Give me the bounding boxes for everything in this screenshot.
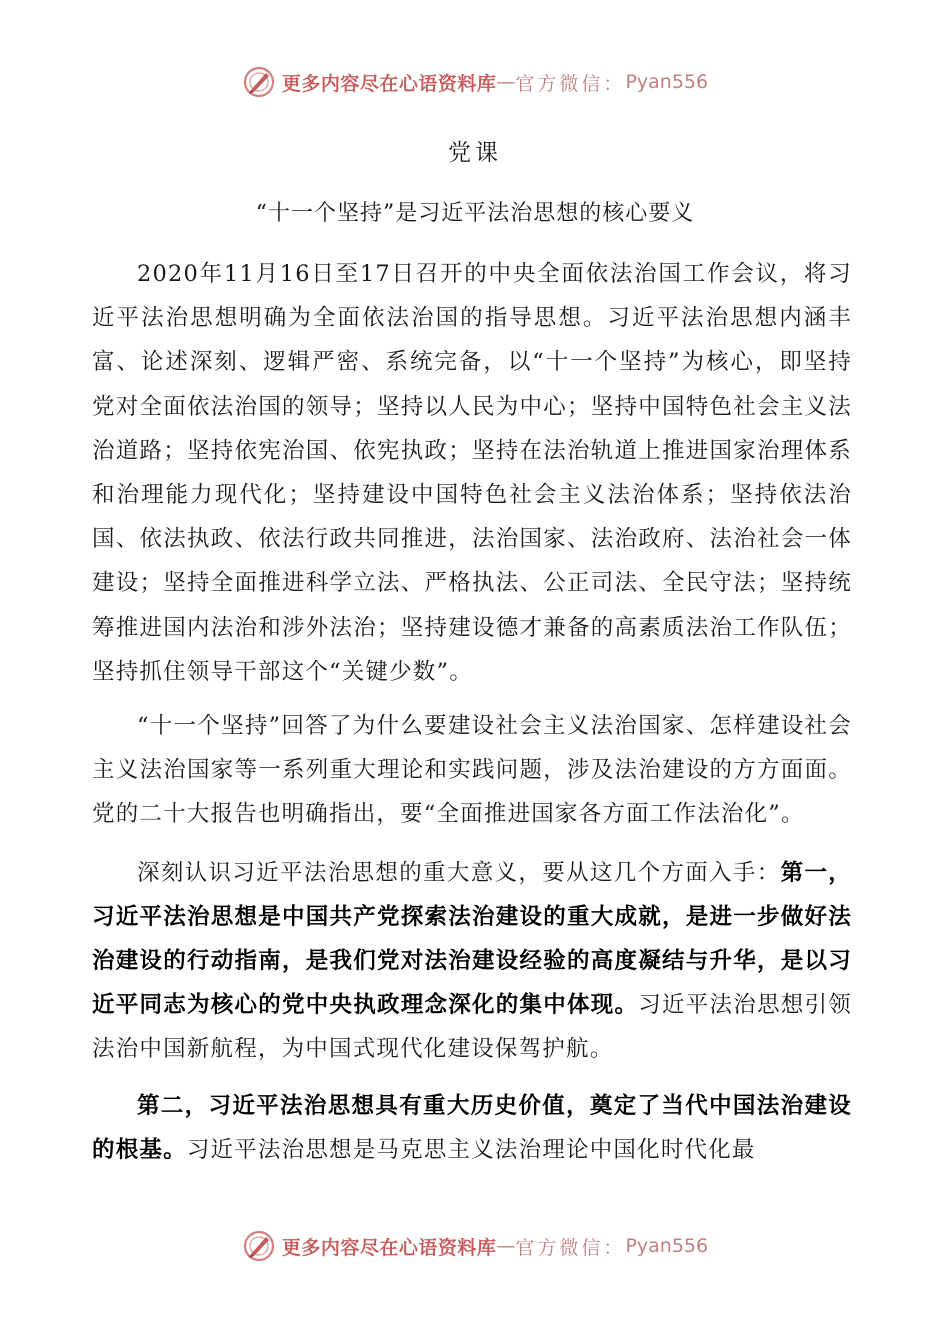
watermark-wechat-label: 官方微信： bbox=[515, 1236, 626, 1259]
paragraph-2: “十一个坚持”回答了为什么要建设社会主义法治国家、怎样建设社会主义法治国家等一系列重大理论和实践问题，涉及法治建设的方方面面。党的二十大报告也明确指出，要“全面推进国家各方面工作法治化”。 bbox=[92, 713, 852, 828]
paragraph-3-rest: 习近平法治思想引领法治中国新航程，为中国式现代化建设保驾护航。 bbox=[92, 992, 852, 1063]
watermark-wechat-id: Pyan556 bbox=[625, 1235, 709, 1257]
paragraph-4 bbox=[92, 1084, 852, 1172]
brush-logo-icon bbox=[242, 65, 276, 99]
page-subtitle: “十一个坚持”是习近平法治思想的核心要义 bbox=[255, 201, 695, 226]
watermark-site-text: 更多内容尽在心语资料库 bbox=[281, 1236, 497, 1259]
paragraph-3 bbox=[92, 851, 852, 1072]
watermark-footer bbox=[0, 1226, 950, 1266]
watermark-separator: — bbox=[496, 71, 516, 93]
watermark-wechat-label: 官方微信： bbox=[515, 72, 626, 95]
watermark-site-text: 更多内容尽在心语资料库 bbox=[281, 72, 497, 95]
paragraph-3-bold: 第一，习近平法治思想是中国共产党探索法治建设的重大成就，是进一步做好法治建设的行动指南，是我们党对法治建设经验的高度凝结与升华，是以习近平同志为核心的党中央执政理念深化的集中体现。 bbox=[92, 859, 852, 1019]
brush-logo-icon bbox=[242, 1229, 276, 1263]
watermark-wechat-id: Pyan556 bbox=[625, 71, 709, 93]
paragraph-3-lead: 深刻认识习近平法治思想的重大意义，要从这几个方面入手： bbox=[137, 859, 781, 886]
watermark-separator: — bbox=[496, 1235, 516, 1257]
paragraph-4-rest: 习近平法治思想是马克思主义法治理论中国化时代化最 bbox=[186, 1136, 756, 1163]
watermark-header bbox=[0, 62, 950, 102]
paragraph-1: 2020年11月16日至17日召开的中央全面依法治国工作会议，将习近平法治思想明确为全面依法治国的指导思想。习近平法治思想内涵丰富、论述深刻、逻辑严密、系统完备，以“十一个坚持”为核心，即坚持党对全面依法治国的领导；坚持以人民为中心；坚持中国特色社会主义法治道路；坚持依宪治国、依宪执政；坚持在法治轨道上推进国家治理体系和治理能力现代化；坚持建设中国特色社会主义法治体系；坚持依法治国、依法执政、依法行政共同推进，法治国家、法治政府、法治社会一体建设；坚持全面推进科学立法、严格执法、公正司法、全民守法；坚持统筹推进国内法治和涉外法治；坚持建设德才兼备的高素质法治工作队伍；坚持抓住领导干部这个“关键少数”。 bbox=[92, 261, 852, 685]
paragraph-4-bold: 第二，习近平法治思想具有重大历史价值，奠定了当代中国法治建设的根基。 bbox=[92, 1092, 852, 1163]
page-title: 党课 bbox=[448, 140, 502, 166]
document-body bbox=[92, 252, 852, 1172]
